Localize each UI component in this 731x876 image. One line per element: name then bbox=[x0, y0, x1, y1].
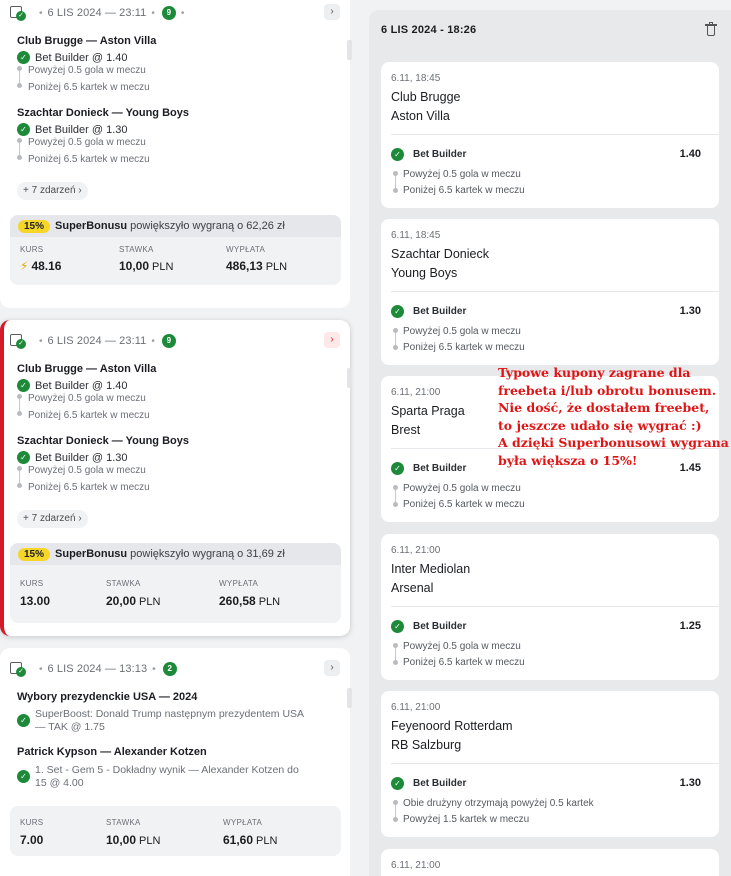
coupon-card-selected[interactable] bbox=[0, 320, 350, 636]
scroll-handle[interactable] bbox=[347, 368, 352, 388]
event-time: 6.11, 18:45 bbox=[391, 230, 441, 241]
away-team: Young Boys bbox=[391, 266, 458, 280]
coupon-list bbox=[0, 0, 352, 876]
stake-label: STAWKA bbox=[106, 579, 141, 588]
separator-dot: • bbox=[180, 7, 185, 19]
payout-label: WYPŁATA bbox=[219, 579, 259, 588]
superbonus-name: SuperBonusu bbox=[55, 548, 128, 560]
bet-item: Powyżej 0.5 gola w meczu bbox=[403, 483, 521, 494]
bet-item: Obie drużyny otrzymają powyżej 0.5 kartek bbox=[403, 798, 594, 809]
chevron-right-icon: › bbox=[78, 513, 82, 524]
check-icon: ✓ bbox=[391, 620, 404, 633]
superbonus-text: powiększyło wygraną o 62,26 zł bbox=[130, 220, 285, 232]
divider bbox=[391, 763, 719, 764]
check-icon: ✓ bbox=[17, 379, 30, 392]
bet-item: Poniżej 6.5 kartek w meczu bbox=[403, 657, 525, 668]
payout-value: 61,60 PLN bbox=[223, 833, 278, 847]
chevron-right-icon[interactable]: › bbox=[324, 332, 340, 348]
divider bbox=[391, 606, 719, 607]
odds-value: 7.00 bbox=[20, 833, 44, 847]
check-icon: ✓ bbox=[17, 451, 30, 464]
event-bet: ✓ Bet Builder @ 1.40 bbox=[17, 51, 128, 64]
check-icon: ✓ bbox=[17, 770, 30, 783]
detail-title: 6 LIS 2024 - 18:26 bbox=[381, 24, 477, 36]
event-odds: 1.30 bbox=[679, 305, 701, 317]
event-time: 6.11, 21:00 bbox=[391, 387, 441, 398]
bet-item: Poniżej 6.5 kartek w meczu bbox=[28, 482, 150, 493]
more-events-button[interactable]: + 7 zdarzeń › bbox=[17, 510, 88, 528]
check-icon: ✓ bbox=[391, 462, 404, 475]
bet-item: Poniżej 6.5 kartek w meczu bbox=[28, 82, 150, 93]
event-card[interactable] bbox=[381, 849, 719, 876]
ticket-won-icon: ✓ bbox=[10, 6, 26, 20]
check-icon: ✓ bbox=[17, 123, 30, 136]
coupon-date: 6 LIS 2024 — 13:13 bbox=[47, 663, 148, 675]
superbonus-percent: 15% bbox=[18, 548, 50, 561]
bet-item: Powyżej 0.5 gola w meczu bbox=[28, 65, 146, 76]
bet-item: Powyżej 0.5 gola w meczu bbox=[403, 169, 521, 180]
bet-item: Poniżej 6.5 kartek w meczu bbox=[28, 154, 150, 165]
bet-item: Powyżej 1.5 kartek w meczu bbox=[403, 814, 530, 825]
separator-dot: • bbox=[152, 663, 156, 675]
coupon-header bbox=[10, 334, 176, 348]
event-time: 6.11, 21:00 bbox=[391, 702, 441, 713]
payout-label: WYPŁATA bbox=[226, 245, 266, 254]
superbonus-text: powiększyło wygraną o 31,69 zł bbox=[130, 548, 285, 560]
superbonus-box bbox=[10, 215, 341, 285]
events-count-badge: 9 bbox=[162, 334, 176, 348]
odds-value: ⚡ 48.16 bbox=[20, 259, 62, 273]
bet-item: Powyżej 0.5 gola w meczu bbox=[28, 393, 146, 404]
check-icon: ✓ bbox=[17, 51, 30, 64]
more-events-button[interactable]: + 7 zdarzeń › bbox=[17, 182, 88, 200]
odds-label: KURS bbox=[20, 245, 44, 254]
away-team: Aston Villa bbox=[391, 109, 450, 123]
scroll-handle[interactable] bbox=[347, 688, 352, 708]
event-bet: ✓ 1. Set - Gem 5 - Dokładny wynik — Alexander Kotzen do 15 @ 4.00 bbox=[17, 764, 335, 790]
events-count-badge: 9 bbox=[162, 6, 176, 20]
event-card[interactable] bbox=[381, 691, 719, 837]
bet-item: Powyżej 0.5 gola w meczu bbox=[28, 465, 146, 476]
away-team: Arsenal bbox=[391, 581, 434, 595]
event-card[interactable] bbox=[381, 534, 719, 680]
annotation-note: Typowe kupony zagrane dla freebeta i/lub obrotu bonusem. Nie dość, że dostałem freebet, to jeszcze udało się wygrać :) A dzięki Superbonusowi wygrana była większa o 15%! bbox=[498, 365, 729, 468]
divider bbox=[391, 291, 719, 292]
lightning-icon: ⚡ bbox=[20, 259, 29, 273]
events-count-badge: 2 bbox=[163, 662, 177, 676]
superbonus-percent: 15% bbox=[18, 220, 50, 233]
event-odds: 1.40 bbox=[679, 148, 701, 160]
bet-type: ✓ Bet Builder bbox=[391, 305, 466, 318]
separator-dot: • bbox=[39, 663, 43, 675]
coupon-date: 6 LIS 2024 — 23:11 bbox=[47, 335, 147, 347]
event-bet: ✓ Bet Builder @ 1.40 bbox=[17, 379, 128, 392]
event-match: Wybory prezydenckie USA — 2024 bbox=[17, 691, 198, 703]
trash-icon[interactable] bbox=[705, 22, 717, 36]
bet-item: Poniżej 6.5 kartek w meczu bbox=[403, 185, 525, 196]
payout-label: WYPŁATA bbox=[223, 818, 263, 827]
event-match: Szachtar Donieck — Young Boys bbox=[17, 435, 189, 447]
check-icon: ✓ bbox=[391, 305, 404, 318]
ticket-won-icon: ✓ bbox=[10, 662, 26, 676]
home-team: Sparta Praga bbox=[391, 404, 465, 418]
stake-label: STAWKA bbox=[106, 818, 141, 827]
coupon-header bbox=[10, 662, 177, 676]
separator-dot: • bbox=[151, 335, 155, 347]
coupon-card[interactable] bbox=[0, 648, 350, 876]
event-odds: 1.30 bbox=[679, 777, 701, 789]
coupon-date: 6 LIS 2024 — 23:11 bbox=[47, 7, 147, 19]
superbonus-banner bbox=[10, 215, 341, 237]
event-odds: 1.25 bbox=[679, 620, 701, 632]
coupon-card[interactable] bbox=[0, 0, 350, 308]
separator-dot: • bbox=[151, 7, 155, 19]
odds-value: 13.00 bbox=[20, 594, 51, 608]
bet-item: Powyżej 0.5 gola w meczu bbox=[28, 137, 146, 148]
event-card[interactable] bbox=[381, 62, 719, 208]
stats-box bbox=[10, 806, 341, 856]
check-icon: ✓ bbox=[391, 148, 404, 161]
bet-type: ✓ Bet Builder bbox=[391, 620, 466, 633]
chevron-right-icon: › bbox=[78, 185, 82, 196]
event-time: 6.11, 21:00 bbox=[391, 860, 441, 871]
event-odds: 1.45 bbox=[679, 462, 701, 474]
event-time: 6.11, 18:45 bbox=[391, 73, 441, 84]
bet-item: Powyżej 0.5 gola w meczu bbox=[403, 641, 521, 652]
payout-value: 260,58 PLN bbox=[219, 594, 281, 608]
superbonus-banner bbox=[10, 543, 341, 565]
bet-type: ✓ Bet Builder bbox=[391, 777, 466, 790]
bet-type: ✓ Bet Builder bbox=[391, 462, 466, 475]
stake-value: 20,00 PLN bbox=[106, 594, 161, 608]
check-icon: ✓ bbox=[17, 714, 30, 727]
bet-type: ✓ Bet Builder bbox=[391, 148, 466, 161]
event-card[interactable] bbox=[381, 219, 719, 365]
stake-value: 10,00 PLN bbox=[106, 833, 161, 847]
bet-item: Poniżej 6.5 kartek w meczu bbox=[403, 499, 525, 510]
odds-label: KURS bbox=[20, 579, 44, 588]
payout-value: 486,13 PLN bbox=[226, 259, 288, 273]
superbonus-name: SuperBonusu bbox=[55, 220, 128, 232]
away-team: Brest bbox=[391, 423, 421, 437]
home-team: Feyenoord Rotterdam bbox=[391, 719, 513, 733]
scroll-handle[interactable] bbox=[347, 40, 352, 60]
event-bet: ✓ Bet Builder @ 1.30 bbox=[17, 123, 128, 136]
home-team: Szachtar Donieck bbox=[391, 247, 489, 261]
home-team: Inter Mediolan bbox=[391, 562, 471, 576]
chevron-right-icon[interactable]: › bbox=[324, 660, 340, 676]
stake-label: STAWKA bbox=[119, 245, 154, 254]
event-bet: ✓ Bet Builder @ 1.30 bbox=[17, 451, 128, 464]
chevron-right-icon[interactable]: › bbox=[324, 4, 340, 20]
event-match: Club Brugge — Aston Villa bbox=[17, 35, 157, 47]
coupon-header bbox=[10, 6, 189, 20]
bet-item: Poniżej 6.5 kartek w meczu bbox=[403, 342, 525, 353]
away-team: RB Salzburg bbox=[391, 738, 462, 752]
bet-item: Poniżej 6.5 kartek w meczu bbox=[28, 410, 150, 421]
bet-item: Powyżej 0.5 gola w meczu bbox=[403, 326, 521, 337]
home-team: Club Brugge bbox=[391, 90, 461, 104]
check-icon: ✓ bbox=[391, 777, 404, 790]
event-match: Club Brugge — Aston Villa bbox=[17, 363, 157, 375]
separator-dot: • bbox=[39, 7, 43, 19]
event-match: Szachtar Donieck — Young Boys bbox=[17, 107, 189, 119]
event-bet: ✓ SuperBoost: Donald Trump następnym prezydentem USA — TAK @ 1.75 bbox=[17, 708, 335, 734]
odds-label: KURS bbox=[20, 818, 44, 827]
divider bbox=[391, 134, 719, 135]
superbonus-box bbox=[10, 543, 341, 623]
event-time: 6.11, 21:00 bbox=[391, 545, 441, 556]
event-match: Patrick Kypson — Alexander Kotzen bbox=[17, 746, 207, 758]
separator-dot: • bbox=[39, 335, 43, 347]
stake-value: 10,00 PLN bbox=[119, 259, 174, 273]
ticket-won-icon: ✓ bbox=[10, 334, 26, 348]
